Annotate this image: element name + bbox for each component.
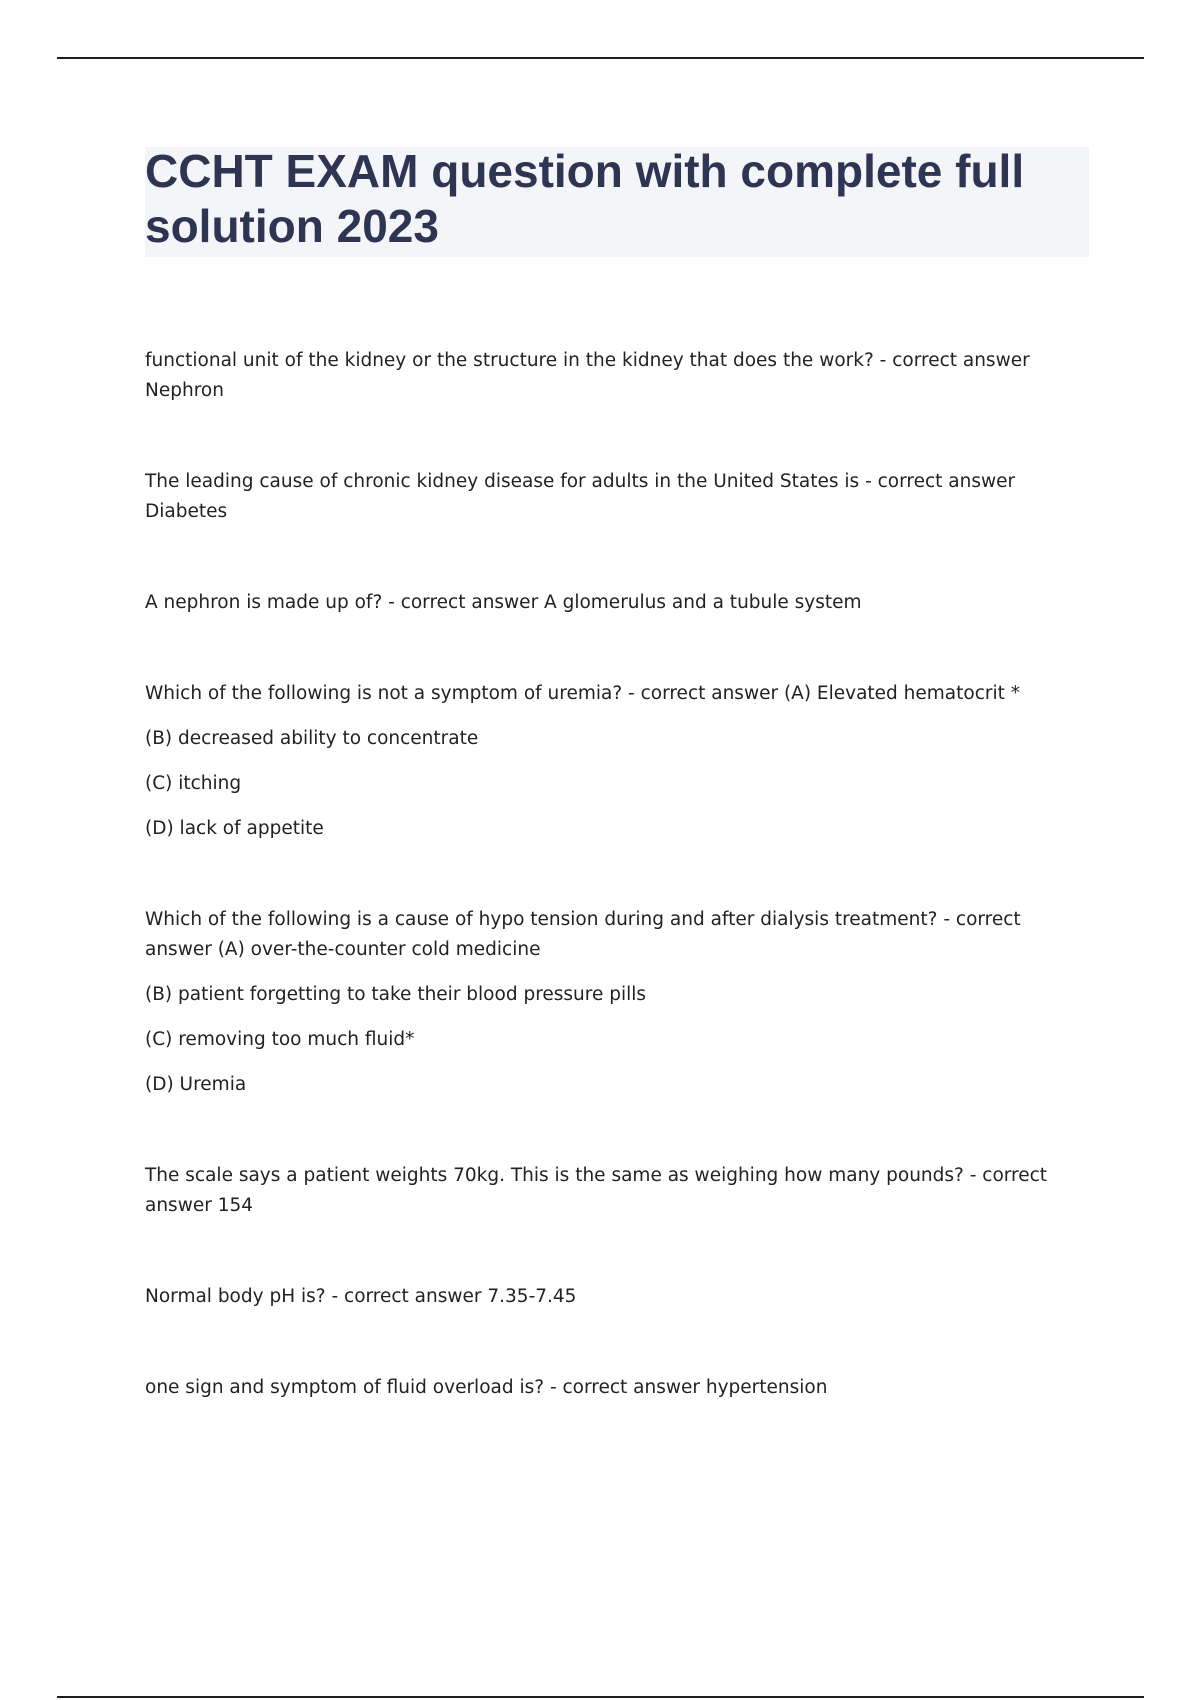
qa-item-8 <box>145 1373 1090 1403</box>
qa-text: Normal body pH is? - correct answer 7.35-7.45 <box>145 1286 577 1307</box>
qa-text: The leading cause of chronic kidney disease for adults in the United States is - correct answer Diabetes <box>145 471 1016 522</box>
qa-item-5 <box>145 905 1090 1100</box>
qa-option: (C) removing too much fluid* <box>145 1029 415 1050</box>
qa-option: (B) decreased ability to concentrate <box>145 728 479 749</box>
qa-option: (C) itching <box>145 773 242 794</box>
qa-text: The scale says a patient weights 70kg. This is the same as weighing how many pounds? - correct answer 154 <box>145 1165 1048 1216</box>
top-rule <box>57 57 1144 59</box>
qa-text: functional unit of the kidney or the structure in the kidney that does the work? - correct answer Nephron <box>145 350 1030 401</box>
qa-item-1 <box>145 346 1090 406</box>
bottom-rule <box>57 1696 1144 1698</box>
qa-text: Which of the following is not a symptom of uremia? - correct answer (A) Elevated hematocrit * <box>145 683 1021 704</box>
qa-text: Which of the following is a cause of hypo tension during and after dialysis treatment? - correct answer (A) over-the-counter cold medicine <box>145 909 1021 960</box>
qa-item-7 <box>145 1282 1090 1312</box>
document-title: CCHT EXAM question with complete full solution 2023 <box>145 145 1025 252</box>
qa-option: (B) patient forgetting to take their blood pressure pills <box>145 984 647 1005</box>
qa-item-6 <box>145 1161 1090 1221</box>
qa-item-4 <box>145 679 1090 844</box>
qa-item-2 <box>145 467 1090 527</box>
qa-text: one sign and symptom of fluid overload is? - correct answer hypertension <box>145 1377 828 1398</box>
qa-text: A nephron is made up of? - correct answer A glomerulus and a tubule system <box>145 592 862 613</box>
qa-list <box>145 346 1090 1403</box>
qa-option: (D) lack of appetite <box>145 818 324 839</box>
qa-option: (D) Uremia <box>145 1074 247 1095</box>
qa-item-3 <box>145 588 1090 618</box>
